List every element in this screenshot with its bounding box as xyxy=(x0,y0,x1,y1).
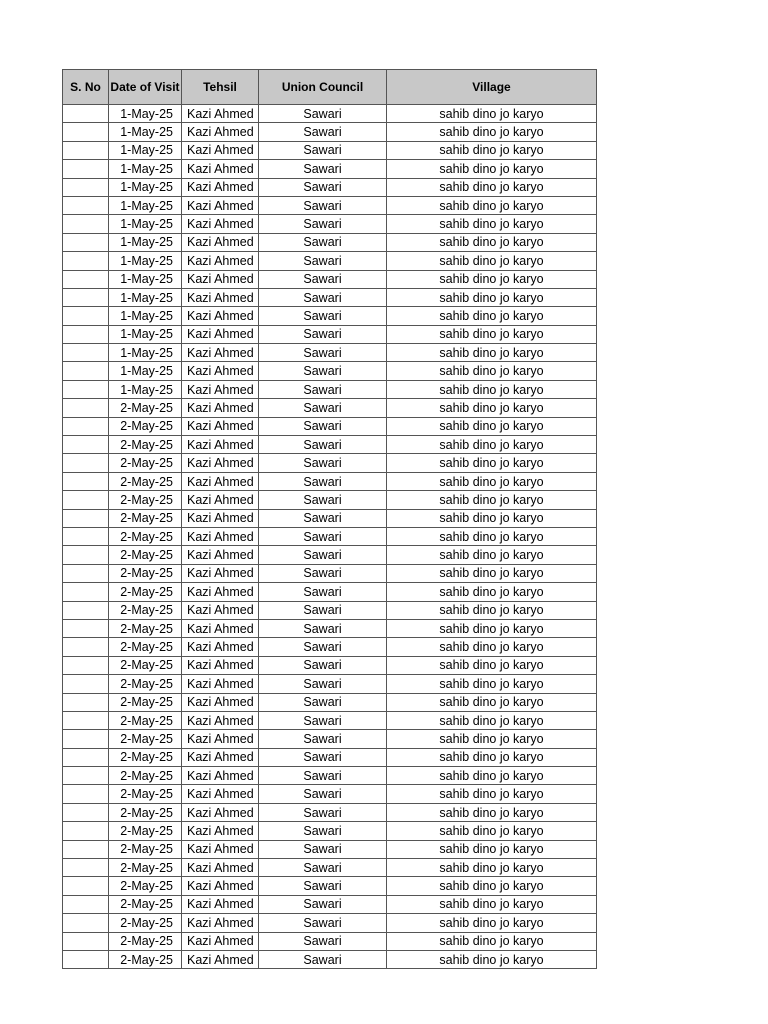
table-row xyxy=(63,619,597,637)
table-row xyxy=(63,803,597,821)
table-row xyxy=(63,950,597,968)
table-row xyxy=(63,840,597,858)
serial-number-cell xyxy=(63,711,109,729)
serial-number-cell xyxy=(63,325,109,343)
union-council-cell: Sawari xyxy=(259,877,387,895)
tehsil-cell: Kazi Ahmed xyxy=(182,693,259,711)
table-row xyxy=(63,895,597,913)
village-cell: sahib dino jo karyo xyxy=(387,454,597,472)
village-cell: sahib dino jo karyo xyxy=(387,895,597,913)
serial-number-cell xyxy=(63,546,109,564)
village-cell: sahib dino jo karyo xyxy=(387,601,597,619)
date-cell: 1-May-25 xyxy=(109,270,182,288)
table-row xyxy=(63,178,597,196)
serial-number-cell xyxy=(63,196,109,214)
table-row xyxy=(63,693,597,711)
date-cell: 2-May-25 xyxy=(109,436,182,454)
serial-number-cell xyxy=(63,675,109,693)
date-cell: 2-May-25 xyxy=(109,840,182,858)
serial-number-cell xyxy=(63,178,109,196)
tehsil-cell: Kazi Ahmed xyxy=(182,527,259,545)
date-cell: 2-May-25 xyxy=(109,785,182,803)
table-row xyxy=(63,546,597,564)
date-cell: 1-May-25 xyxy=(109,288,182,306)
serial-number-cell xyxy=(63,472,109,490)
serial-number-cell xyxy=(63,803,109,821)
village-cell: sahib dino jo karyo xyxy=(387,803,597,821)
table-row xyxy=(63,344,597,362)
tehsil-cell: Kazi Ahmed xyxy=(182,344,259,362)
table-row xyxy=(63,748,597,766)
date-cell: 2-May-25 xyxy=(109,803,182,821)
date-cell: 1-May-25 xyxy=(109,215,182,233)
village-cell: sahib dino jo karyo xyxy=(387,877,597,895)
tehsil-cell: Kazi Ahmed xyxy=(182,252,259,270)
union-council-cell: Sawari xyxy=(259,859,387,877)
tehsil-cell: Kazi Ahmed xyxy=(182,675,259,693)
village-cell: sahib dino jo karyo xyxy=(387,767,597,785)
tehsil-cell: Kazi Ahmed xyxy=(182,785,259,803)
tehsil-cell: Kazi Ahmed xyxy=(182,141,259,159)
union-council-cell: Sawari xyxy=(259,767,387,785)
tehsil-cell: Kazi Ahmed xyxy=(182,950,259,968)
tehsil-cell: Kazi Ahmed xyxy=(182,546,259,564)
tehsil-cell: Kazi Ahmed xyxy=(182,178,259,196)
village-cell: sahib dino jo karyo xyxy=(387,472,597,490)
union-council-cell: Sawari xyxy=(259,472,387,490)
date-cell: 1-May-25 xyxy=(109,160,182,178)
serial-number-cell xyxy=(63,601,109,619)
serial-number-cell xyxy=(63,362,109,380)
date-cell: 2-May-25 xyxy=(109,399,182,417)
union-council-cell: Sawari xyxy=(259,252,387,270)
tehsil-cell: Kazi Ahmed xyxy=(182,914,259,932)
village-cell: sahib dino jo karyo xyxy=(387,233,597,251)
village-cell: sahib dino jo karyo xyxy=(387,362,597,380)
tehsil-cell: Kazi Ahmed xyxy=(182,822,259,840)
table-row xyxy=(63,491,597,509)
village-cell: sahib dino jo karyo xyxy=(387,270,597,288)
tehsil-cell: Kazi Ahmed xyxy=(182,767,259,785)
tehsil-cell: Kazi Ahmed xyxy=(182,859,259,877)
header-serial-number: S. No xyxy=(63,70,109,105)
table-row xyxy=(63,527,597,545)
table-body xyxy=(63,105,597,969)
union-council-cell: Sawari xyxy=(259,307,387,325)
date-cell: 2-May-25 xyxy=(109,472,182,490)
tehsil-cell: Kazi Ahmed xyxy=(182,840,259,858)
header-village: Village xyxy=(387,70,597,105)
union-council-cell: Sawari xyxy=(259,417,387,435)
table-row xyxy=(63,564,597,582)
date-cell: 1-May-25 xyxy=(109,123,182,141)
table-row xyxy=(63,472,597,490)
union-council-cell: Sawari xyxy=(259,895,387,913)
tehsil-cell: Kazi Ahmed xyxy=(182,877,259,895)
village-cell: sahib dino jo karyo xyxy=(387,178,597,196)
date-cell: 2-May-25 xyxy=(109,619,182,637)
union-council-cell: Sawari xyxy=(259,583,387,601)
table-row xyxy=(63,160,597,178)
table-row xyxy=(63,914,597,932)
village-cell: sahib dino jo karyo xyxy=(387,325,597,343)
serial-number-cell xyxy=(63,105,109,123)
tehsil-cell: Kazi Ahmed xyxy=(182,730,259,748)
village-cell: sahib dino jo karyo xyxy=(387,619,597,637)
table-row xyxy=(63,859,597,877)
table-row xyxy=(63,215,597,233)
date-cell: 1-May-25 xyxy=(109,105,182,123)
tehsil-cell: Kazi Ahmed xyxy=(182,123,259,141)
date-cell: 2-May-25 xyxy=(109,638,182,656)
tehsil-cell: Kazi Ahmed xyxy=(182,803,259,821)
date-cell: 2-May-25 xyxy=(109,417,182,435)
serial-number-cell xyxy=(63,509,109,527)
tehsil-cell: Kazi Ahmed xyxy=(182,270,259,288)
table-row xyxy=(63,307,597,325)
date-cell: 2-May-25 xyxy=(109,509,182,527)
serial-number-cell xyxy=(63,785,109,803)
date-cell: 2-May-25 xyxy=(109,527,182,545)
tehsil-cell: Kazi Ahmed xyxy=(182,619,259,637)
serial-number-cell xyxy=(63,730,109,748)
table-row xyxy=(63,601,597,619)
table-row xyxy=(63,711,597,729)
serial-number-cell xyxy=(63,233,109,251)
serial-number-cell xyxy=(63,307,109,325)
date-cell: 2-May-25 xyxy=(109,711,182,729)
union-council-cell: Sawari xyxy=(259,509,387,527)
village-cell: sahib dino jo karyo xyxy=(387,160,597,178)
serial-number-cell xyxy=(63,950,109,968)
village-cell: sahib dino jo karyo xyxy=(387,656,597,674)
date-cell: 2-May-25 xyxy=(109,656,182,674)
serial-number-cell xyxy=(63,619,109,637)
date-cell: 1-May-25 xyxy=(109,325,182,343)
village-cell: sahib dino jo karyo xyxy=(387,693,597,711)
village-cell: sahib dino jo karyo xyxy=(387,785,597,803)
date-cell: 1-May-25 xyxy=(109,252,182,270)
union-council-cell: Sawari xyxy=(259,491,387,509)
village-cell: sahib dino jo karyo xyxy=(387,914,597,932)
serial-number-cell xyxy=(63,895,109,913)
union-council-cell: Sawari xyxy=(259,748,387,766)
table-row xyxy=(63,454,597,472)
village-cell: sahib dino jo karyo xyxy=(387,417,597,435)
tehsil-cell: Kazi Ahmed xyxy=(182,472,259,490)
village-cell: sahib dino jo karyo xyxy=(387,638,597,656)
table-row xyxy=(63,583,597,601)
union-council-cell: Sawari xyxy=(259,105,387,123)
date-cell: 2-May-25 xyxy=(109,583,182,601)
date-cell: 1-May-25 xyxy=(109,196,182,214)
header-row xyxy=(63,70,597,105)
union-council-cell: Sawari xyxy=(259,527,387,545)
serial-number-cell xyxy=(63,822,109,840)
tehsil-cell: Kazi Ahmed xyxy=(182,564,259,582)
union-council-cell: Sawari xyxy=(259,436,387,454)
table-row xyxy=(63,730,597,748)
union-council-cell: Sawari xyxy=(259,822,387,840)
village-cell: sahib dino jo karyo xyxy=(387,436,597,454)
village-cell: sahib dino jo karyo xyxy=(387,380,597,398)
serial-number-cell xyxy=(63,380,109,398)
serial-number-cell xyxy=(63,344,109,362)
date-cell: 2-May-25 xyxy=(109,730,182,748)
village-cell: sahib dino jo karyo xyxy=(387,546,597,564)
date-cell: 2-May-25 xyxy=(109,895,182,913)
serial-number-cell xyxy=(63,454,109,472)
date-cell: 2-May-25 xyxy=(109,767,182,785)
village-cell: sahib dino jo karyo xyxy=(387,840,597,858)
table-row xyxy=(63,399,597,417)
union-council-cell: Sawari xyxy=(259,711,387,729)
tehsil-cell: Kazi Ahmed xyxy=(182,307,259,325)
serial-number-cell xyxy=(63,693,109,711)
union-council-cell: Sawari xyxy=(259,362,387,380)
date-cell: 1-May-25 xyxy=(109,233,182,251)
tehsil-cell: Kazi Ahmed xyxy=(182,601,259,619)
village-cell: sahib dino jo karyo xyxy=(387,932,597,950)
union-council-cell: Sawari xyxy=(259,344,387,362)
union-council-cell: Sawari xyxy=(259,233,387,251)
union-council-cell: Sawari xyxy=(259,123,387,141)
union-council-cell: Sawari xyxy=(259,288,387,306)
union-council-cell: Sawari xyxy=(259,215,387,233)
union-council-cell: Sawari xyxy=(259,656,387,674)
union-council-cell: Sawari xyxy=(259,619,387,637)
serial-number-cell xyxy=(63,932,109,950)
serial-number-cell xyxy=(63,638,109,656)
table-row xyxy=(63,105,597,123)
village-cell: sahib dino jo karyo xyxy=(387,564,597,582)
date-cell: 1-May-25 xyxy=(109,362,182,380)
serial-number-cell xyxy=(63,215,109,233)
table-row xyxy=(63,380,597,398)
tehsil-cell: Kazi Ahmed xyxy=(182,362,259,380)
union-council-cell: Sawari xyxy=(259,693,387,711)
date-cell: 1-May-25 xyxy=(109,380,182,398)
serial-number-cell xyxy=(63,399,109,417)
tehsil-cell: Kazi Ahmed xyxy=(182,215,259,233)
serial-number-cell xyxy=(63,840,109,858)
table-row xyxy=(63,436,597,454)
serial-number-cell xyxy=(63,270,109,288)
date-cell: 1-May-25 xyxy=(109,307,182,325)
date-cell: 1-May-25 xyxy=(109,344,182,362)
date-cell: 2-May-25 xyxy=(109,932,182,950)
serial-number-cell xyxy=(63,123,109,141)
union-council-cell: Sawari xyxy=(259,840,387,858)
table-row xyxy=(63,822,597,840)
union-council-cell: Sawari xyxy=(259,196,387,214)
date-cell: 2-May-25 xyxy=(109,859,182,877)
tehsil-cell: Kazi Ahmed xyxy=(182,105,259,123)
tehsil-cell: Kazi Ahmed xyxy=(182,932,259,950)
date-cell: 2-May-25 xyxy=(109,877,182,895)
village-cell: sahib dino jo karyo xyxy=(387,252,597,270)
village-cell: sahib dino jo karyo xyxy=(387,730,597,748)
tehsil-cell: Kazi Ahmed xyxy=(182,509,259,527)
tehsil-cell: Kazi Ahmed xyxy=(182,325,259,343)
serial-number-cell xyxy=(63,564,109,582)
union-council-cell: Sawari xyxy=(259,675,387,693)
serial-number-cell xyxy=(63,491,109,509)
table-row xyxy=(63,325,597,343)
serial-number-cell xyxy=(63,748,109,766)
tehsil-cell: Kazi Ahmed xyxy=(182,454,259,472)
date-cell: 2-May-25 xyxy=(109,950,182,968)
serial-number-cell xyxy=(63,252,109,270)
table-row xyxy=(63,123,597,141)
union-council-cell: Sawari xyxy=(259,785,387,803)
union-council-cell: Sawari xyxy=(259,141,387,159)
tehsil-cell: Kazi Ahmed xyxy=(182,436,259,454)
spreadsheet-page xyxy=(62,69,597,969)
date-cell: 2-May-25 xyxy=(109,564,182,582)
table-row xyxy=(63,656,597,674)
table-row xyxy=(63,141,597,159)
village-cell: sahib dino jo karyo xyxy=(387,196,597,214)
serial-number-cell xyxy=(63,859,109,877)
union-council-cell: Sawari xyxy=(259,178,387,196)
date-cell: 2-May-25 xyxy=(109,675,182,693)
union-council-cell: Sawari xyxy=(259,546,387,564)
tehsil-cell: Kazi Ahmed xyxy=(182,711,259,729)
tehsil-cell: Kazi Ahmed xyxy=(182,491,259,509)
village-cell: sahib dino jo karyo xyxy=(387,307,597,325)
union-council-cell: Sawari xyxy=(259,638,387,656)
village-cell: sahib dino jo karyo xyxy=(387,105,597,123)
serial-number-cell xyxy=(63,141,109,159)
serial-number-cell xyxy=(63,436,109,454)
date-cell: 2-May-25 xyxy=(109,822,182,840)
village-cell: sahib dino jo karyo xyxy=(387,399,597,417)
table-row xyxy=(63,509,597,527)
tehsil-cell: Kazi Ahmed xyxy=(182,160,259,178)
table-row xyxy=(63,288,597,306)
village-cell: sahib dino jo karyo xyxy=(387,123,597,141)
union-council-cell: Sawari xyxy=(259,950,387,968)
date-cell: 2-May-25 xyxy=(109,693,182,711)
date-cell: 2-May-25 xyxy=(109,454,182,472)
village-cell: sahib dino jo karyo xyxy=(387,215,597,233)
table-row xyxy=(63,675,597,693)
serial-number-cell xyxy=(63,877,109,895)
date-cell: 2-May-25 xyxy=(109,601,182,619)
village-cell: sahib dino jo karyo xyxy=(387,527,597,545)
union-council-cell: Sawari xyxy=(259,399,387,417)
village-cell: sahib dino jo karyo xyxy=(387,491,597,509)
table-row xyxy=(63,270,597,288)
serial-number-cell xyxy=(63,527,109,545)
union-council-cell: Sawari xyxy=(259,325,387,343)
tehsil-cell: Kazi Ahmed xyxy=(182,288,259,306)
serial-number-cell xyxy=(63,914,109,932)
village-cell: sahib dino jo karyo xyxy=(387,141,597,159)
union-council-cell: Sawari xyxy=(259,564,387,582)
union-council-cell: Sawari xyxy=(259,803,387,821)
union-council-cell: Sawari xyxy=(259,270,387,288)
village-cell: sahib dino jo karyo xyxy=(387,859,597,877)
tehsil-cell: Kazi Ahmed xyxy=(182,417,259,435)
village-cell: sahib dino jo karyo xyxy=(387,950,597,968)
union-council-cell: Sawari xyxy=(259,454,387,472)
village-cell: sahib dino jo karyo xyxy=(387,822,597,840)
date-cell: 1-May-25 xyxy=(109,178,182,196)
table-row xyxy=(63,417,597,435)
header-date-of-visit: Date of Visit xyxy=(109,70,182,105)
union-council-cell: Sawari xyxy=(259,160,387,178)
village-cell: sahib dino jo karyo xyxy=(387,344,597,362)
date-cell: 1-May-25 xyxy=(109,141,182,159)
union-council-cell: Sawari xyxy=(259,914,387,932)
header-tehsil: Tehsil xyxy=(182,70,259,105)
tehsil-cell: Kazi Ahmed xyxy=(182,895,259,913)
tehsil-cell: Kazi Ahmed xyxy=(182,380,259,398)
village-cell: sahib dino jo karyo xyxy=(387,583,597,601)
tehsil-cell: Kazi Ahmed xyxy=(182,638,259,656)
village-cell: sahib dino jo karyo xyxy=(387,748,597,766)
village-cell: sahib dino jo karyo xyxy=(387,711,597,729)
table-row xyxy=(63,932,597,950)
tehsil-cell: Kazi Ahmed xyxy=(182,583,259,601)
table-row xyxy=(63,638,597,656)
date-cell: 2-May-25 xyxy=(109,748,182,766)
serial-number-cell xyxy=(63,583,109,601)
table-row xyxy=(63,877,597,895)
union-council-cell: Sawari xyxy=(259,730,387,748)
serial-number-cell xyxy=(63,160,109,178)
tehsil-cell: Kazi Ahmed xyxy=(182,656,259,674)
tehsil-cell: Kazi Ahmed xyxy=(182,233,259,251)
table-row xyxy=(63,785,597,803)
table-row xyxy=(63,362,597,380)
table-row xyxy=(63,767,597,785)
union-council-cell: Sawari xyxy=(259,380,387,398)
village-cell: sahib dino jo karyo xyxy=(387,675,597,693)
header-union-council: Union Council xyxy=(259,70,387,105)
union-council-cell: Sawari xyxy=(259,932,387,950)
date-cell: 2-May-25 xyxy=(109,914,182,932)
serial-number-cell xyxy=(63,417,109,435)
union-council-cell: Sawari xyxy=(259,601,387,619)
table-row xyxy=(63,196,597,214)
tehsil-cell: Kazi Ahmed xyxy=(182,748,259,766)
serial-number-cell xyxy=(63,767,109,785)
village-cell: sahib dino jo karyo xyxy=(387,509,597,527)
tehsil-cell: Kazi Ahmed xyxy=(182,196,259,214)
village-cell: sahib dino jo karyo xyxy=(387,288,597,306)
serial-number-cell xyxy=(63,288,109,306)
visit-table xyxy=(62,69,597,969)
date-cell: 2-May-25 xyxy=(109,546,182,564)
serial-number-cell xyxy=(63,656,109,674)
date-cell: 2-May-25 xyxy=(109,491,182,509)
tehsil-cell: Kazi Ahmed xyxy=(182,399,259,417)
table-row xyxy=(63,252,597,270)
table-row xyxy=(63,233,597,251)
